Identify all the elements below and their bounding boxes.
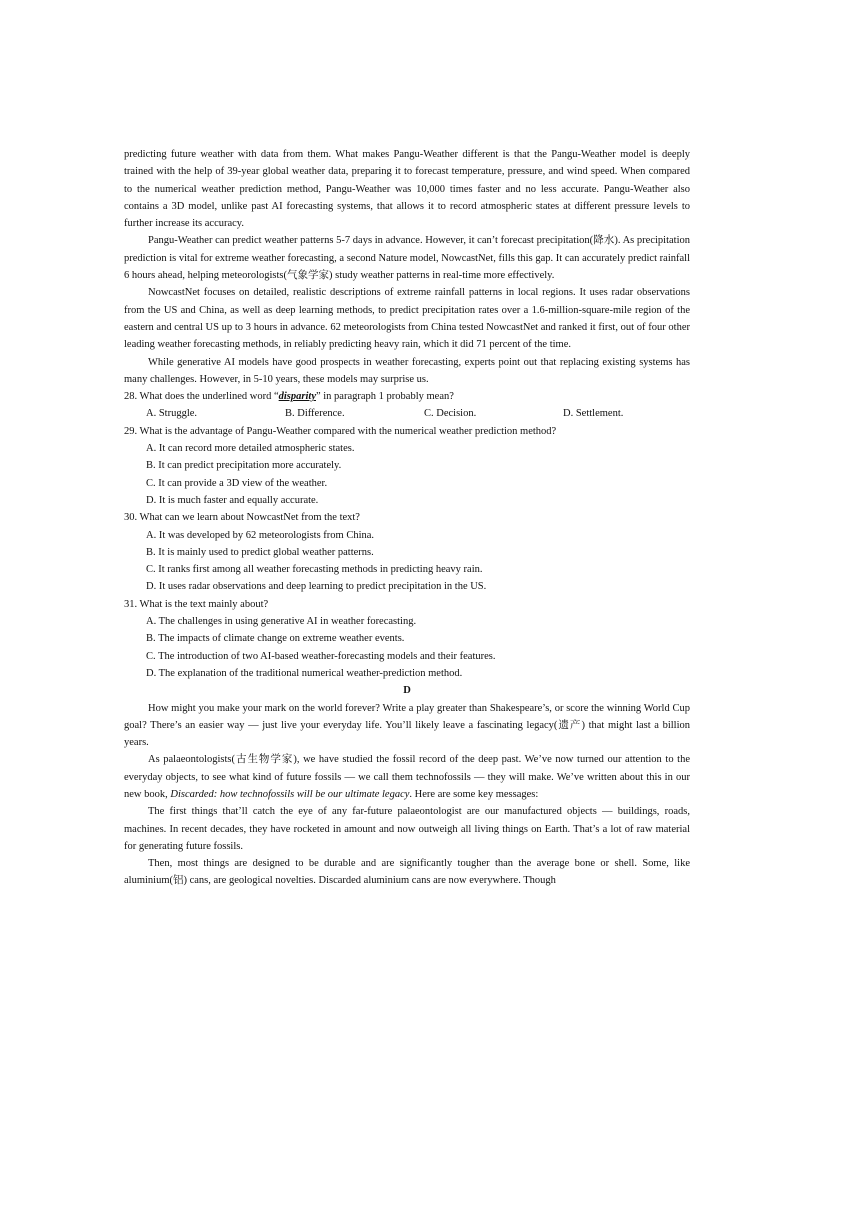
passage-c-paragraph-1: predicting future weather with data from them. What makes Pangu-Weather different is that the Pangu-Weather model is deeply trained with the help of 39-year global weather data, preparing it to forecast temperature, pressure, and wind speed. When compared to the numerical weather prediction method, Pangu-Weather was 10,000 times faster and no less accurate. Pangu-Weather also contains a 3D model, unlike past AI forecasting systems, that allows it to record atmospheric states at different pressure levels to further increase its accuracy. — [124, 149, 690, 230]
paragraph-2-text: As palaeontologists(古生物学家), we have studied the fossil record of the deep past. We’ve now turned our attention to the everyday objects, to see what kind of future fossils — we call them technofossils — they will make. We’ve written about this in our new book, — [124, 754, 690, 800]
exam-page — [124, 146, 690, 890]
passage-d-paragraph-3: The first things that’ll catch the eye of any far-future palaeontologist are our manufactured objects — buildings, roads, machines. In recent decades, they have rocketed in amount and now outweigh all living things on Earth. That’s a lot of raw material for generating future fossils. — [124, 806, 690, 852]
option-c: C. It ranks first among all weather forecasting methods in predicting heavy rain. — [146, 564, 483, 576]
option-b: B. It is mainly used to predict global weather patterns. — [146, 546, 374, 558]
section-heading: D — [403, 685, 411, 697]
underlined-word: disparity — [278, 391, 316, 403]
question-28 — [124, 388, 690, 405]
option-d: D. It is much faster and equally accurate. — [146, 494, 319, 506]
option-b: B. The impacts of climate change on extreme weather events. — [146, 633, 405, 645]
option-d: D. It uses radar observations and deep learning to predict precipitation in the US. — [146, 581, 487, 593]
question-28-stem-post: ” in paragraph 1 probably mean? — [315, 391, 454, 403]
option-c: C. The introduction of two AI-based weather-forecasting models and their features. — [146, 650, 496, 662]
passage-d-paragraph-2 — [124, 751, 690, 803]
question-28-options — [124, 405, 690, 422]
passage-d-paragraph-4: Then, most things are designed to be durable and are significantly tougher than the average bone or shell. Some, like aluminium(铝) cans, are geological novelties. Discarded aluminium cans are now everywhere. Though — [124, 858, 690, 887]
paragraph-2-tail: . Here are some key messages: — [409, 788, 539, 800]
passage-c-paragraph-3: NowcastNet focuses on detailed, realistic descriptions of extreme rainfall patterns in local regions. It uses radar observations from the US and China, as well as deep learning methods, to predict precipitation rates over a 1.6-million-square-mile region of the eastern and central US up to 3 hours in advance. 62 meteorologists from China tested NowcastNet and ranked it first, out of four other leading weather forecasting methods, in reliably predicting heavy rain, which it did 71 percent of the time. — [124, 287, 690, 351]
option-a: A. Struggle. — [146, 408, 198, 420]
option-a: A. It was developed by 62 meteorologists from China. — [146, 529, 375, 541]
option-d: D. The explanation of the traditional numerical weather-prediction method. — [146, 667, 463, 679]
passage-c-paragraph-4: While generative AI models have good prospects in weather forecasting, experts point out that replacing existing systems has many challenges. However, in 5-10 years, these models may surprise us. — [124, 356, 690, 385]
option-a: A. It can record more detailed atmospheric states. — [146, 443, 355, 455]
question-29: 29. What is the advantage of Pangu-Weather compared with the numerical weather prediction method? — [124, 425, 557, 437]
passage-d-paragraph-1: How might you make your mark on the world forever? Write a play greater than Shakespeare’s, or score the winning World Cup goal? There’s an easier way — just live your everyday life. You’ll likely leave a fascinating legacy(遗产) that might last a billion years. — [124, 702, 690, 749]
book-title: Discarded: how technofossils will be our ultimate legacy — [170, 788, 410, 800]
question-31: 31. What is the text mainly about? — [124, 598, 269, 610]
option-b: B. It can predict precipitation more accurately. — [146, 460, 342, 472]
option-c: C. It can provide a 3D view of the weather. — [146, 477, 328, 489]
option-b: B. Difference. — [285, 408, 345, 420]
option-d: D. Settlement. — [563, 408, 624, 420]
passage-c-paragraph-2: Pangu-Weather can predict weather patterns 5-7 days in advance. However, it can’t forecast precipitation(降水). As precipitation prediction is vital for extreme weather forecasting, a second Nature model, NowcastNet, fills this gap. It can accurately predict rainfall 6 hours ahead, helping meteorologists(气象学家) study weather patterns in real-time more effectively. — [124, 235, 690, 282]
question-30: 30. What can we learn about NowcastNet from the text? — [124, 512, 360, 524]
question-28-stem-pre: 28. What does the underlined word “ — [124, 391, 279, 403]
option-a: A. The challenges in using generative AI in weather forecasting. — [146, 616, 417, 628]
option-c: C. Decision. — [424, 408, 477, 420]
